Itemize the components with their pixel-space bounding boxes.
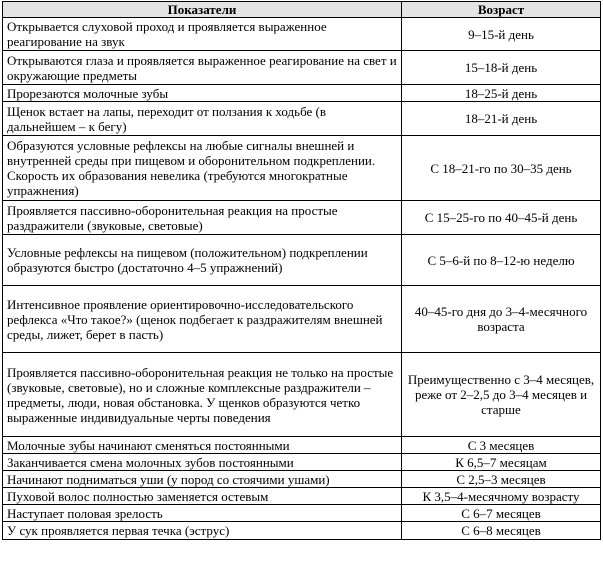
indicator-cell: Условные рефлексы на пищевом (положительном) подкреплении образуются быстро (достаточно 4–5 упражнений) — [3, 235, 402, 286]
table-row — [3, 471, 601, 488]
age-cell: 15–18-й день — [402, 51, 601, 85]
indicator-cell: Интенсивное проявление ориентировочно-исследовательского рефлекса «Что такое?» (щенок подбегает к раздражителям внешней среды, лижет, берет в пасть) — [3, 286, 402, 353]
indicator-cell: Проявляется пассивно-оборонительная реакция не только на простые (звуковые, световые), но и сложные комплексные раздражители – предметы, люди, новая обстановка. У щенков образуются четко выраженные индивидуальные черты поведения — [3, 353, 402, 437]
indicator-cell: Открываются глаза и проявляется выраженное реагирование на свет и окружающие предметы — [3, 51, 402, 85]
indicator-cell: У сук проявляется первая течка (эструс) — [3, 522, 402, 540]
age-cell: К 3,5–4-месячному возрасту — [402, 488, 601, 505]
table-row — [3, 505, 601, 522]
table-row — [3, 454, 601, 471]
indicator-cell: Щенок встает на лапы, переходит от ползания к ходьбе (в дальнейшем – к бегу) — [3, 102, 402, 136]
indicator-cell: Наступает половая зрелость — [3, 505, 402, 522]
age-cell: К 6,5–7 месяцам — [402, 454, 601, 471]
table-row — [3, 353, 601, 437]
table-row — [3, 201, 601, 235]
development-table — [2, 1, 601, 540]
table-row — [3, 18, 601, 51]
indicator-cell: Проявляется пассивно-оборонительная реакция на простые раздражители (звуковые, световые) — [3, 201, 402, 235]
table-row — [3, 85, 601, 102]
table-row — [3, 235, 601, 286]
indicator-cell: Прорезаются молочные зубы — [3, 85, 402, 102]
table-row — [3, 437, 601, 454]
indicator-cell: Пуховой волос полностью заменяется остевым — [3, 488, 402, 505]
age-cell: С 3 месяцев — [402, 437, 601, 454]
age-cell: 9–15-й день — [402, 18, 601, 51]
indicator-cell: Заканчивается смена молочных зубов постоянными — [3, 454, 402, 471]
age-cell: 18–21-й день — [402, 102, 601, 136]
table-row — [3, 522, 601, 540]
table-row — [3, 136, 601, 201]
indicator-column-header: Показатели — [3, 2, 402, 18]
age-column-header: Возраст — [402, 2, 601, 18]
table-row — [3, 488, 601, 505]
indicator-cell: Начинают подниматься уши (у пород со стоячими ушами) — [3, 471, 402, 488]
table-row — [3, 102, 601, 136]
table-header-row — [3, 2, 601, 18]
table-row — [3, 51, 601, 85]
age-cell: 18–25-й день — [402, 85, 601, 102]
age-cell: С 15–25-го по 40–45-й день — [402, 201, 601, 235]
age-cell: С 6–7 месяцев — [402, 505, 601, 522]
age-cell: С 5–6-й по 8–12-ю неделю — [402, 235, 601, 286]
age-cell: Преимущественно с 3–4 месяцев, реже от 2–2,5 до 3–4 месяцев и старше — [402, 353, 601, 437]
indicator-cell: Открывается слуховой проход и проявляется выраженное реагирование на звук — [3, 18, 402, 51]
table-row — [3, 286, 601, 353]
age-cell: С 2,5–3 месяцев — [402, 471, 601, 488]
age-cell: С 18–21-го по 30–35 день — [402, 136, 601, 201]
age-cell: С 6–8 месяцев — [402, 522, 601, 540]
indicator-cell: Молочные зубы начинают сменяться постоянными — [3, 437, 402, 454]
indicator-cell: Образуются условные рефлексы на любые сигналы внешней и внутренней среды при пищевом и оборонительном подкреплении. Скорость их образования невелика (требуются многократные упражнения) — [3, 136, 402, 201]
age-cell: 40–45-го дня до 3–4-месячного возраста — [402, 286, 601, 353]
